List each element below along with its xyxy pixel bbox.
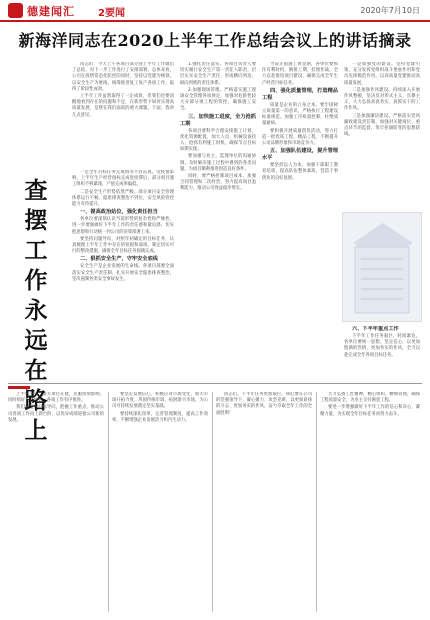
publication-date: 2020年7月10日: [360, 6, 420, 15]
article-paragraph: 下半年工作任务艰巨，时间紧迫。各单位要统一思想、坚定信心，以更加饱满的热情、更加务实的作风，全力以赴完成全年各项目标任务。: [344, 334, 420, 358]
section-corner-accent: [8, 386, 30, 389]
article-paragraph: 要坚持问题导向，对照年初确定的目标任务，认真梳理上半年工作中存在的短板和弱项，制定切实可行的整改措施，确保全年目标任务圆满完成。: [72, 236, 174, 255]
column-rule: [108, 392, 109, 612]
article-paragraph: 二是安全生产形势依然严峻。部分项目安全管理体系运行不畅，隐患排查整治不到位，安全风险管控能力有待提升。: [72, 189, 174, 208]
vertical-title-char: 作: [24, 267, 48, 294]
bottom-column-2: [112, 392, 208, 612]
vertical-title-char: 摆: [24, 207, 48, 234]
article-paragraph: 二是加强作风建设。持续深入开展作风整顿，坚决反对形式主义、官僚主义，大力弘扬求真务实、真抓实干的工作作风。: [344, 87, 420, 112]
article-paragraph: 要坚持以人为本，加强干部职工教育培训，提高队伍整体素质，营造干事创业的良好氛围。: [262, 163, 338, 181]
article-paragraph: 各项目要科学合理安排施工计划，优化资源配置，加大人员、机械设备投入，抢抓有利施工时机，确保节点目标如期实现。: [180, 128, 256, 153]
article-paragraph: 同志们：今天上午各项目部分别上半年工作做出了总结，对下一步工作进行了安排部署。总体来看，公司在疫情常态化防控的同时，坚持以党建为统领，以安全生产为底线，统筹推进复工复产各项工作，取得了阶段性成效。: [72, 62, 174, 92]
article-paragraph: 大力弘扬工匠精神，精心组织、精细管理，确保工程质量安全，为业主交付满意工程。: [320, 392, 420, 404]
article-column-1: [72, 170, 174, 380]
vertical-title-char: 在: [24, 357, 48, 384]
article-paragraph: 一是加强党的建设。坚持党建引领，充分发挥党组织战斗堡垒作用和党员先锋模范作用，以高质量党建推动高质量发展。: [344, 62, 420, 86]
article-column-2: [180, 62, 256, 380]
vertical-title-char: 上: [24, 417, 48, 444]
article-paragraph: 要积极开展质量创优活动，努力打造一批优质工程、精品工程，不断提升公司品牌形象和市场竞争力。: [262, 128, 338, 147]
vertical-title-char: 查: [24, 177, 48, 204]
section-subheading: 四、强化质量管理，打造精品工程: [262, 87, 338, 101]
article-paragraph: 2.加强现场管理。严格落实施工现场安全管理各项规定，加强对危险性较大分部分项工程的管控，确保施工安全。: [180, 87, 256, 112]
article-column-4: [344, 62, 420, 208]
article-paragraph: 上半年一晃：前方项目在建，克服疫情影响，同时抓好生产经营，各项工作有序推进。: [8, 392, 104, 404]
article-paragraph: 我们要坚持目标导向，把握工作重点，推动公司各项工作再上新台阶，以优异成绩迎接公司新的发展。: [8, 405, 104, 423]
bottom-column-1: [8, 392, 104, 612]
newspaper-logo-icon: [8, 3, 23, 18]
column-rule: [212, 392, 213, 612]
article-paragraph: 三是加强廉洁建设。严格落实党风廉政建设责任制，加强对关键岗位、重点环节的监督，筑牢拒腐防变的思想防线。: [344, 113, 420, 138]
article-paragraph: 质量是企业的立身之本。要牢固树立质量第一的意识，严格执行工程建设标准规范，加强工序质量控制，杜绝质量通病。: [262, 102, 338, 127]
masthead: [0, 0, 430, 22]
bottom-column-3: [216, 392, 312, 612]
article-paragraph: 1.强化责任落实。各项目负责人要切实履行安全生产第一责任人职责，层层压实安全生产责任，形成横向到边、纵向到底的责任体系。: [180, 62, 256, 86]
article-column-3: [262, 62, 338, 380]
section-subheading: 三、加快施工进度，全力抢抓工期: [180, 113, 256, 127]
section-subheading: 一、提高政治站位，强化责任担当: [80, 209, 158, 216]
section-divider: [8, 383, 422, 384]
article-paragraph: 一是全年目标任务完成情况不容乐观。受疫情影响，上半年生产经营指标完成进度滞后，部分项目施工组织不够紧凑，产值完成率偏低。: [72, 170, 174, 188]
photo-image-icon: [343, 213, 421, 321]
lead-article-column: [72, 62, 174, 168]
article-paragraph: 各单位要深刻认识当前形势的复杂性和严峻性，进一步增强做好下半年工作的责任感和紧迫感，切实把思想和行动统一到公司的决策部署上来。: [72, 217, 174, 235]
section-subheading: 六、下半年重点工作: [352, 326, 399, 332]
article-paragraph: 要坚定发展信心，积极应对市场变化，加大市场开拓力度，巩固传统市场，拓展新兴市场，为公司可持续发展奠定坚实基础。: [112, 392, 208, 410]
article-paragraph: 上半年工作虽然取得了一定成效，但我们也要清醒地看到存在的问题和不足，在新形势下如何实现高质量发展，是摆在我们面前的重大课题。下面，我讲几点意见。: [72, 94, 174, 118]
page-number: 2要闻: [98, 8, 125, 19]
page-title: 新海洋同志在2020上半年工作总结会议上的讲话摘录: [18, 31, 412, 50]
article-paragraph: 同志们，下半年任务更加艰巨，我们要在公司的坚强领导下，凝心聚力、攻坚克难，以更加昂扬的斗志、更加务实的作风，奋力夺取全年工作的全面胜利！: [216, 392, 312, 416]
article-photo: [342, 212, 422, 322]
section-subheading: 五、加强队伍建设，提升管理水平: [262, 148, 338, 162]
article-paragraph: 当前正值施工黄金期，各单位要抓住有利时机，倒排工期、挂图作战，全力以赴推进项目建设，确保完成全年生产经营目标任务。: [262, 62, 338, 86]
vertical-title-char: 路: [24, 387, 48, 414]
article-column-4-lower: [344, 326, 420, 380]
vertical-title-char: 工: [24, 237, 48, 264]
newspaper-name: 德建闻汇: [27, 5, 75, 18]
article-paragraph: 同时，要严格控制项目成本，加强合同管理和二次经营，努力提高项目盈利能力，推动公司效益稳步增长。: [180, 174, 256, 192]
column-rule: [316, 392, 317, 612]
article-paragraph: 要进一步增强做好下半年工作的信心和决心，凝聚力量，为实现全年目标任务而努力奋斗。: [320, 405, 420, 417]
bottom-column-4: [320, 392, 420, 612]
article-paragraph: 要加强与业主、监理单位的沟通协调，及时解决施工过程中遇到的各类问题，为项目顺利推进创造良好条件。: [180, 154, 256, 172]
section-subheading: 二、狠抓安全生产，守牢安全底线: [80, 256, 158, 263]
article-paragraph: 要持续深化改革，完善管理制度，提高工作效率，不断增强企业发展活力和内生动力。: [112, 411, 208, 423]
vertical-title-char: 永: [24, 297, 48, 324]
vertical-title-char: 远: [24, 327, 48, 354]
article-paragraph: 安全生产是企业发展的生命线。各项目部要全面落实安全生产责任制，扎实开展安全隐患排查整治，坚决遏制各类安全事故发生。: [72, 264, 174, 282]
